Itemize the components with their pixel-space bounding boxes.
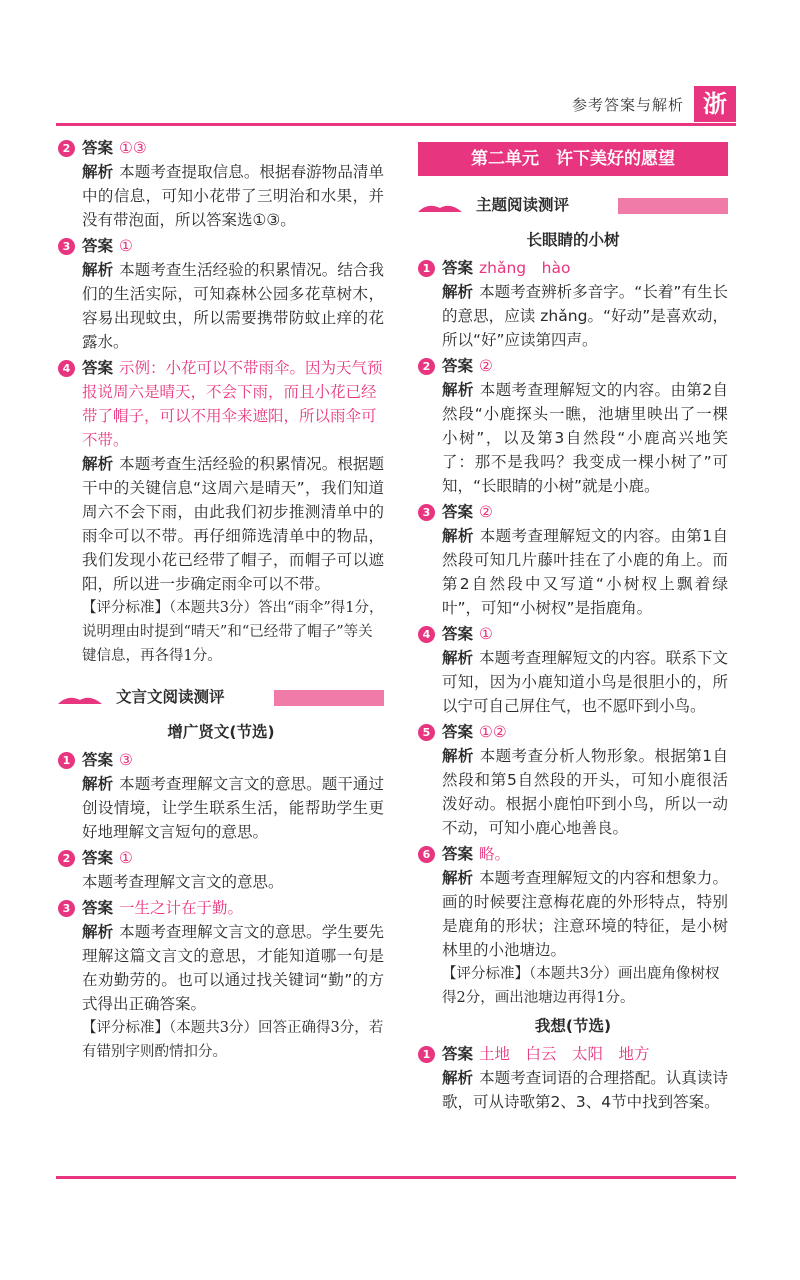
passage-title: 增广贤文(节选) — [167, 723, 275, 741]
question-number: 1 — [58, 752, 75, 769]
analysis-label: 解析 — [82, 163, 114, 181]
question-number: 4 — [418, 626, 435, 643]
analysis-text: 本题考查理解短文的内容。由第1自然段可知几片藤叶挂在了小鹿的角上。而第2自然段中又写道“小树杈上飘着绿叶”，可知“小树杈”是指鹿角。 — [442, 527, 728, 617]
analysis-text: 本题考查理解短文的内容。联系下文可知，因为小鹿知道小鸟是很胆小的，所以宁可自己屏住气，也不愿吓到小鸟。 — [442, 649, 728, 715]
answer-value: ① — [479, 625, 493, 643]
answer-item — [58, 234, 384, 354]
answer-item — [58, 356, 384, 668]
page-header — [56, 80, 736, 126]
question-number: 5 — [418, 724, 435, 741]
analysis-label: 解析 — [442, 747, 474, 765]
analysis-label: 解析 — [442, 649, 474, 667]
section-title: 文言文阅读测评 — [116, 688, 225, 706]
answer-value: zhǎng hào — [479, 259, 571, 277]
analysis-label: 解析 — [442, 527, 474, 545]
wing-decoration-icon — [58, 694, 102, 704]
analysis-label: 解析 — [442, 869, 474, 887]
section-bar — [274, 690, 384, 706]
answer-value: ①③ — [119, 139, 147, 157]
section-bar — [618, 198, 728, 214]
answer-value: 土地 白云 太阳 地方 — [479, 1045, 650, 1063]
answer-item — [418, 842, 728, 1010]
answer-value: ① — [119, 237, 133, 255]
answer-label: 答案 — [442, 723, 474, 741]
answer-item — [58, 896, 384, 1064]
analysis-label: 解析 — [82, 455, 114, 473]
answer-label: 答案 — [442, 625, 474, 643]
province-badge: 浙 — [694, 86, 736, 122]
analysis-text: 本题考查理解文言文的意思。题干通过创设情境，让学生联系生活，能帮助学生更好地理解文言短句的意思。 — [82, 775, 384, 841]
analysis-label: 解析 — [82, 775, 114, 793]
question-number: 3 — [58, 238, 75, 255]
right-column — [418, 136, 728, 1116]
question-number: 3 — [418, 504, 435, 521]
passage-title: 我想(节选) — [534, 1017, 612, 1035]
analysis-label: 解析 — [82, 261, 114, 279]
analysis-text: 本题考查辨析多音字。“长着”有生长的意思，应读 zhǎng。“好动”是喜欢动，所以“好”应读第四声。 — [442, 283, 728, 349]
analysis-text: 本题考查理解文言文的意思。学生要先理解这篇文言文的意思，才能知道哪一句是在劝勤劳的。也可以通过找关键词“勤”的方式得出正确答案。 — [82, 923, 384, 1013]
analysis-text: 本题考查理解短文的内容和想象力。画的时候要注意梅花鹿的外形特点，特别是鹿角的形状；注意环境的特征，是小树林里的小池塘边。 — [442, 869, 728, 959]
left-column — [58, 136, 384, 1066]
question-number: 1 — [418, 260, 435, 277]
analysis-label: 解析 — [442, 283, 474, 301]
answer-value: ② — [479, 503, 493, 521]
answer-item — [418, 622, 728, 718]
answer-label: 答案 — [82, 139, 114, 157]
answer-value: 略。 — [479, 845, 511, 863]
answer-value: ② — [479, 357, 493, 375]
question-number: 2 — [418, 358, 435, 375]
answer-item — [58, 748, 384, 844]
analysis-text: 本题考查生活经验的积累情况。结合我们的生活实际，可知森林公园多花草树木，容易出现蚊虫，所以需要携带防蚊止痒的花露水。 — [82, 261, 384, 351]
answer-value: 示例：小花可以不带雨伞。因为天气预报说周六是晴天，不会下雨，而且小花已经带了帽子，可以不用伞来遮阳，所以雨伞可不带。 — [82, 359, 383, 449]
unit-banner: 第二单元 许下美好的愿望 — [418, 142, 728, 176]
answer-label: 答案 — [442, 259, 474, 277]
answer-label: 答案 — [442, 357, 474, 375]
answer-value: 一生之计在于勤。 — [119, 899, 244, 917]
answer-value: ①② — [479, 723, 507, 741]
answer-item — [58, 136, 384, 232]
answer-item — [418, 1042, 728, 1114]
analysis-text: 本题考查提取信息。根据春游物品清单中的信息，可知小花带了三明治和水果，并没有带泡面，所以答案选①③。 — [82, 163, 384, 229]
answer-label: 答案 — [82, 899, 114, 917]
analysis-text: 本题考查分析人物形象。根据第1自然段和第5自然段的开头，可知小鹿很活泼好动。根据小鹿怕吓到小鸟，所以一动不动，可知小鹿心地善良。 — [442, 747, 728, 837]
answer-label: 答案 — [82, 751, 114, 769]
question-number: 2 — [58, 850, 75, 867]
analysis-label: 解析 — [442, 1069, 474, 1087]
section-header — [58, 682, 384, 712]
analysis-text: 本题考查词语的合理搭配。认真读诗歌，可从诗歌第2、3、4节中找到答案。 — [442, 1069, 728, 1111]
analysis-label: 解析 — [442, 381, 474, 399]
wing-decoration-icon — [418, 202, 462, 212]
analysis-text: 本题考查理解短文的内容。由第2自然段“小鹿探头一瞧，池塘里映出了一棵小树”，以及第3自然段“小鹿高兴地笑了：那不是我吗？我变成一棵小树了”可知，“长眼睛的小树”就是小鹿。 — [442, 381, 728, 495]
answer-item — [418, 500, 728, 620]
question-number: 2 — [58, 140, 75, 157]
passage-title: 长眼睛的小树 — [526, 231, 620, 249]
answer-label: 答案 — [442, 845, 474, 863]
section-header — [418, 190, 728, 220]
question-number: 3 — [58, 900, 75, 917]
header-title: 参考答案与解析 — [571, 96, 684, 114]
footer-rule — [56, 1176, 736, 1179]
scoring-note: 【评分标准】（本题共3分）画出鹿角像树杈得2分，画出池塘边再得1分。 — [442, 966, 720, 1006]
question-number: 6 — [418, 846, 435, 863]
answer-item — [418, 256, 728, 352]
analysis-label: 解析 — [82, 923, 114, 941]
answer-label: 答案 — [82, 237, 114, 255]
analysis-text: 本题考查理解文言文的意思。 — [82, 873, 284, 891]
answer-label: 答案 — [82, 849, 114, 867]
header-rule — [56, 123, 736, 126]
answer-label: 答案 — [442, 503, 474, 521]
question-number: 4 — [58, 360, 75, 377]
answer-value: ① — [119, 849, 133, 867]
answer-item — [58, 846, 384, 894]
scoring-note: 【评分标准】（本题共3分）回答正确得3分，若有错别字则酌情扣分。 — [82, 1020, 384, 1060]
answer-label: 答案 — [442, 1045, 474, 1063]
analysis-text: 本题考查生活经验的积累情况。根据题干中的关键信息“这周六是晴天”，我们知道周六不会下雨，由此我们初步推测清单中的雨伞可以不带。再仔细筛选清单中的物品，我们发现小花已经带了帽子，而帽子可以遮阳，所以进一步确定雨伞可以不带。 — [82, 455, 384, 593]
answer-item — [418, 354, 728, 498]
answer-value: ③ — [119, 751, 133, 769]
answer-item — [418, 720, 728, 840]
scoring-note: 【评分标准】（本题共3分）答出“雨伞”得1分，说明理由时提到“晴天”和“已经带了帽子”等关键信息，再各得1分。 — [82, 600, 384, 664]
answer-label: 答案 — [82, 359, 114, 377]
question-number: 1 — [418, 1046, 435, 1063]
section-title: 主题阅读测评 — [476, 196, 570, 214]
